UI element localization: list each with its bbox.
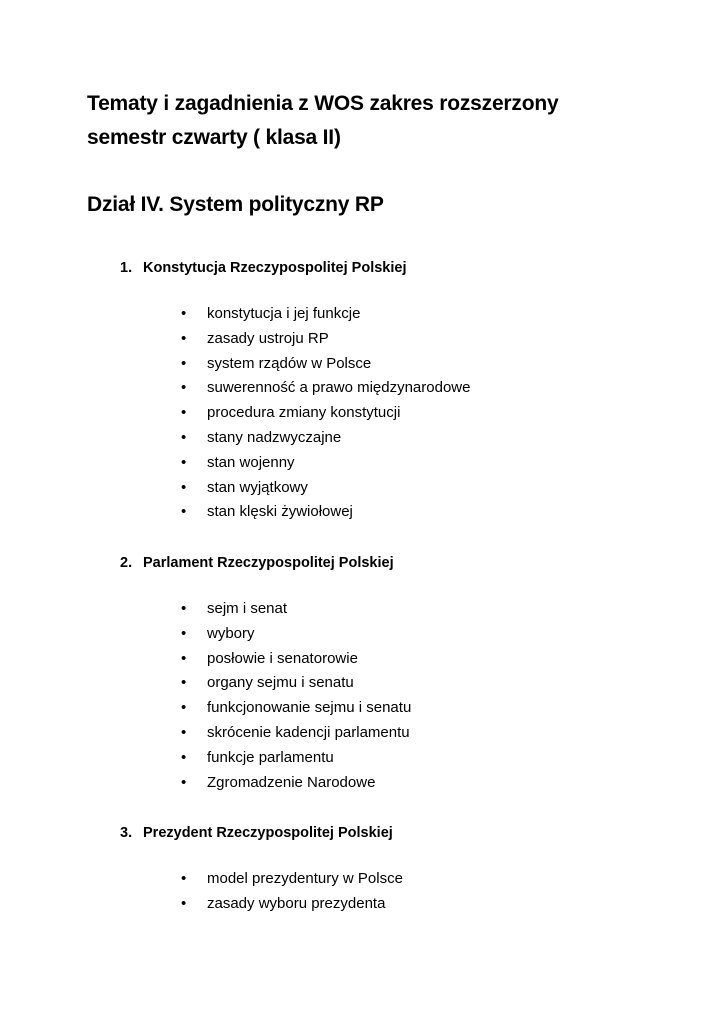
- section-heading: [120, 553, 394, 573]
- bullet-icon: •: [181, 748, 187, 766]
- bullet-icon: •: [181, 773, 187, 791]
- list-item-text: stan wojenny: [207, 453, 295, 471]
- list-item-text: suwerenność a prawo międzynarodowe: [207, 379, 471, 397]
- list-item-text: sejm i senat: [207, 600, 288, 617]
- list-item-text: skrócenie kadencji parlamentu: [207, 723, 410, 741]
- list-item-text: zasady ustroju RP: [207, 329, 329, 347]
- list-item-text: funkcjonowanie sejmu i senatu: [207, 699, 412, 717]
- section-group-heading: Dział IV. System polityczny RP: [87, 193, 384, 216]
- bullet-icon: •: [181, 894, 187, 912]
- list-item-text: Zgromadzenie Narodowe: [207, 773, 376, 791]
- bullet-icon: •: [181, 453, 187, 471]
- list-item-text: stan klęski żywiołowej: [207, 503, 353, 521]
- bullet-icon: •: [181, 379, 187, 397]
- bullet-icon: •: [181, 624, 187, 642]
- bullet-icon: •: [181, 723, 187, 741]
- section-title: Prezydent Rzeczypospolitej Polskiej: [143, 825, 393, 841]
- list-item-text: organy sejmu i senatu: [207, 674, 354, 692]
- list-item-text: system rządów w Polsce: [207, 354, 372, 372]
- list-item-text: posłowie i senatorowie: [207, 649, 358, 667]
- document-title: [87, 87, 558, 155]
- bullet-icon: •: [181, 305, 187, 322]
- bullet-icon: •: [181, 478, 187, 496]
- bullet-icon: •: [181, 649, 187, 667]
- list-item-text: konstytucja i jej funkcje: [207, 305, 361, 322]
- section-title: Parlament Rzeczypospolitej Polskiej: [143, 555, 394, 571]
- list-item-text: funkcje parlamentu: [207, 748, 334, 766]
- section-number: 2.: [120, 555, 133, 571]
- bullet-icon: •: [181, 329, 187, 347]
- bullet-icon: •: [181, 699, 187, 717]
- section-title: Konstytucja Rzeczypospolitej Polskiej: [143, 260, 407, 276]
- bullet-icon: •: [181, 428, 187, 446]
- list-item-text: wybory: [207, 624, 255, 642]
- list-item-text: stan wyjątkowy: [207, 478, 308, 496]
- bullet-icon: •: [181, 354, 187, 372]
- section-number: 1.: [120, 260, 133, 276]
- list-item-text: zasady wyboru prezydenta: [207, 894, 386, 912]
- section-number: 3.: [120, 825, 133, 841]
- list-item-text: stany nadzwyczajne: [207, 428, 342, 446]
- title-line-2: semestr czwarty ( klasa II): [87, 126, 341, 149]
- bullet-icon: •: [181, 870, 187, 887]
- list-item-text: procedura zmiany konstytucji: [207, 404, 401, 422]
- list-item-text: model prezydentury w Polsce: [207, 870, 403, 887]
- bullet-icon: •: [181, 404, 187, 422]
- section-heading: [120, 258, 407, 278]
- bullet-icon: •: [181, 600, 187, 617]
- bullet-icon: •: [181, 503, 187, 521]
- section-heading: [120, 823, 393, 843]
- bullet-icon: •: [181, 674, 187, 692]
- title-line-1: Tematy i zagadnienia z WOS zakres rozszerzony: [87, 92, 559, 115]
